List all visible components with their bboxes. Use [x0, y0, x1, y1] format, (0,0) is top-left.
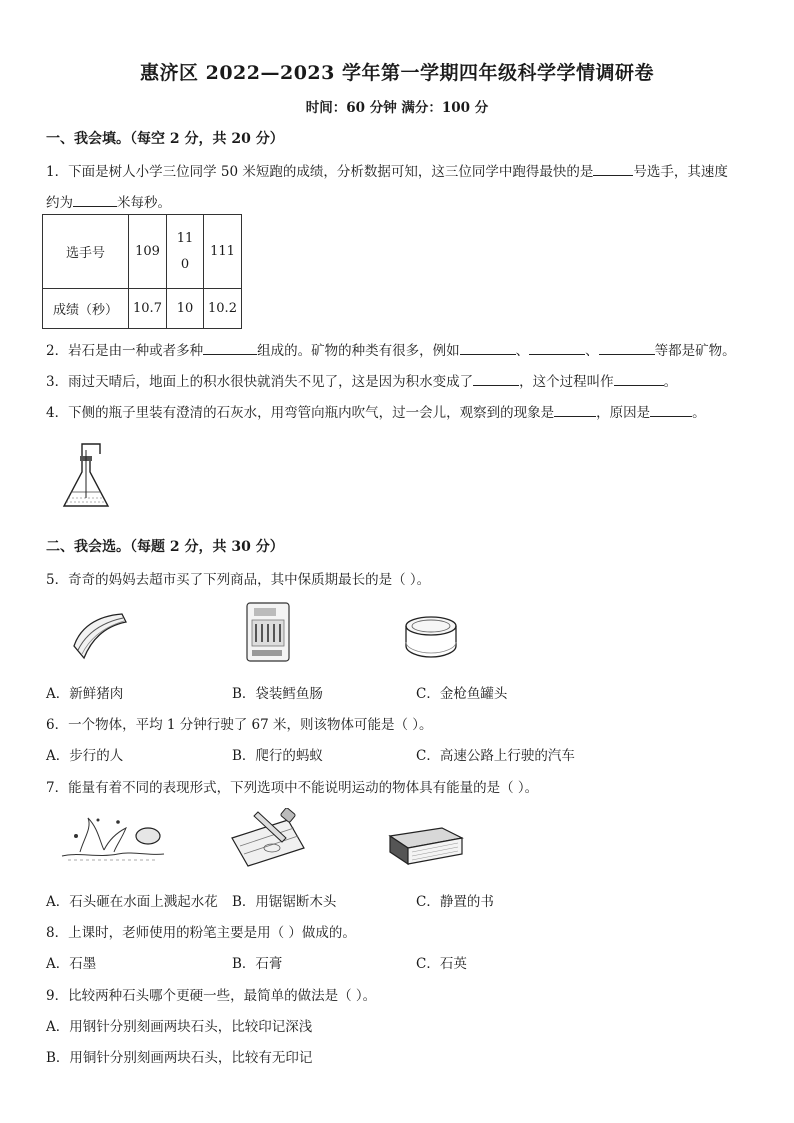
answer-blank[interactable] [73, 194, 117, 207]
answer-blank[interactable] [203, 342, 257, 355]
book-icon [384, 824, 466, 866]
question-6: 6．一个物体，平均 1 分钟行驶了 67 米，则该物体可能是（ ）。 [46, 717, 433, 733]
q7-option-c[interactable]: C．静置的书 [416, 894, 494, 910]
q8-option-b[interactable]: B．石膏 [232, 956, 283, 972]
q5-option-a[interactable]: A．新鲜猪肉 [46, 686, 124, 702]
pork-icon [66, 606, 130, 664]
question-7: 7．能量有着不同的表现形式，下列选项中不能说明运动的物体具有能量的是（ ）。 [46, 780, 539, 796]
answer-blank[interactable] [599, 342, 655, 355]
q7-option-a[interactable]: A．石头砸在水面上溅起水花 [46, 894, 218, 910]
q8-option-a[interactable]: A．石墨 [46, 956, 97, 972]
answer-blank[interactable] [554, 404, 596, 417]
question-1-line2: 约为 米每秒。 [46, 195, 171, 211]
question-2: 2．岩石是由一种或者多种 组成的。矿物的种类有很多，例如 、 、 等都是矿物。 [46, 343, 736, 359]
tuna-can-icon [402, 612, 460, 662]
answer-blank[interactable] [593, 163, 633, 176]
conical-flask-icon [56, 440, 120, 512]
answer-blank[interactable] [529, 342, 585, 355]
question-4: 4．下侧的瓶子里装有澄清的石灰水，用弯管向瓶内吹气，过一会儿，观察到的现象是 ，原因是 。 [46, 405, 706, 421]
question-5: 5．奇奇的妈妈去超市买了下列商品，其中保质期最长的是（ ）。 [46, 572, 431, 588]
answer-blank[interactable] [650, 404, 692, 417]
answer-blank[interactable] [473, 373, 519, 386]
q6-option-a[interactable]: A．步行的人 [46, 748, 124, 764]
q5-option-b[interactable]: B．袋装鳕鱼肠 [232, 686, 323, 702]
section1-heading: 一、我会填。（每空 2 分，共 20 分） [46, 131, 284, 147]
section2-heading: 二、我会选。（每题 2 分，共 30 分） [46, 539, 284, 555]
q9-option-a[interactable]: A．用钢针分别刻画两块石头，比较印记深浅 [46, 1019, 313, 1035]
answer-blank[interactable] [460, 342, 516, 355]
q8-option-c[interactable]: C．石英 [416, 956, 467, 972]
question-9: 9．比较两种石头哪个更硬一些，最简单的做法是（ ）。 [46, 988, 377, 1004]
saw-wood-icon [228, 808, 308, 870]
q6-option-c[interactable]: C．高速公路上行驶的汽车 [416, 748, 575, 764]
q9-option-b[interactable]: B．用铜针分别刻画两块石头，比较有无印记 [46, 1050, 313, 1066]
table-row: 成绩（秒） 10.7 10 10.2 [43, 289, 242, 329]
exam-info: 时间：60 分钟 满分：100 分 [305, 100, 489, 116]
q6-option-b[interactable]: B．爬行的蚂蚁 [232, 748, 323, 764]
table-row: 选手号 109 11 0 111 [43, 215, 242, 289]
answer-blank[interactable] [614, 373, 664, 386]
question-8: 8．上课时，老师使用的粉笔主要是用（ ）做成的。 [46, 925, 356, 941]
q5-option-c[interactable]: C．金枪鱼罐头 [416, 686, 508, 702]
water-splash-icon [58, 814, 168, 864]
q7-option-b[interactable]: B．用锯锯断木头 [232, 894, 337, 910]
question-3: 3．雨过天晴后，地面上的积水很快就消失不见了，这是因为积水变成了 ，这个过程叫作 。 [46, 374, 678, 390]
question-1-line1: 1．下面是树人小学三位同学 50 米短跑的成绩，分析数据可知，这三位同学中跑得最快的是 号选手，其速度 [46, 164, 728, 180]
fish-sausage-bag-icon [244, 600, 292, 664]
score-table [42, 214, 242, 329]
page-title: 惠济区 2022—2023 学年第一学期四年级科学学情调研卷 [140, 62, 654, 84]
